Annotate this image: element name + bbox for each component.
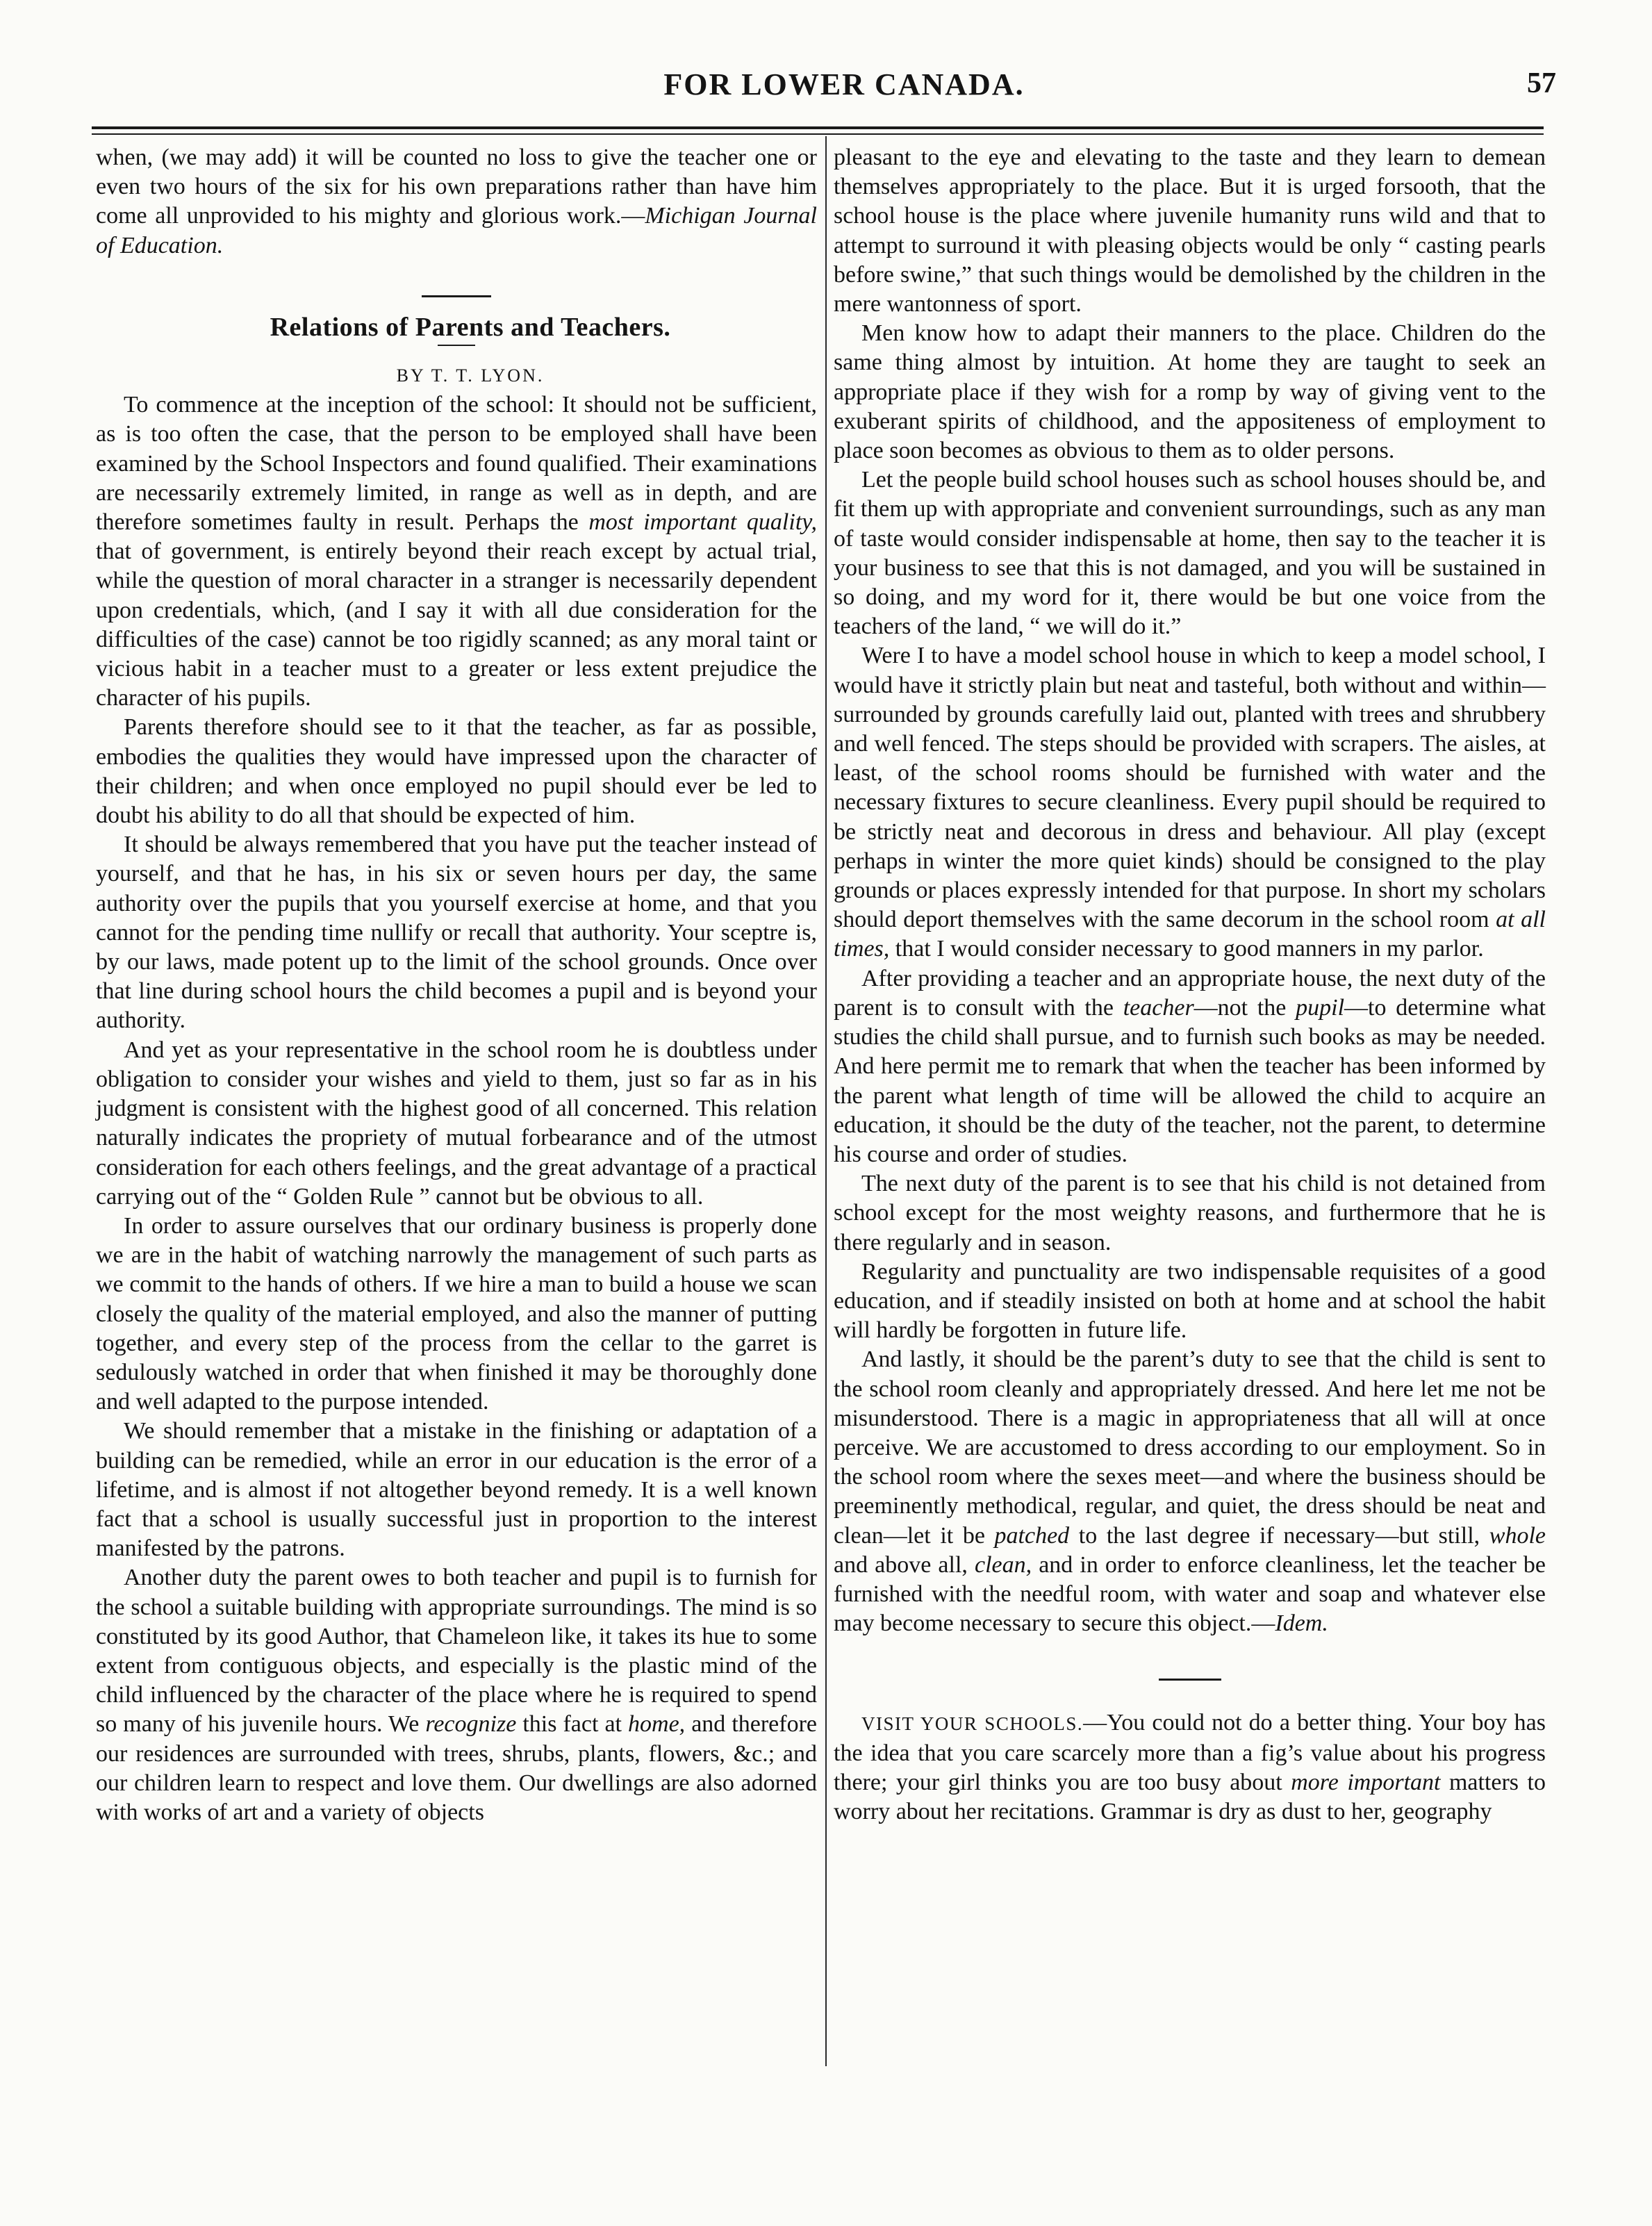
paragraph: Parents therefore should see to it that the teacher, as far as possible, embodies the qualities they would have impressed upon the character of their children; and when once employed no pupil should ever be led to doubt his ability to do all that should be expected of him. [96, 714, 817, 829]
paragraph: Another duty the parent owes to both teacher and pupil is to furnish for the school a suitable building with appropriate surroundings. The mind is so constituted by its good Author, that Chameleon like, it takes its hue to some extent from contiguous objects, and especially is the plastic mind of the child influenced by the character of the place where he is required to spend so many of his juvenile hours. We recognize this fact at home, and therefore our residences are surrounded with trees, shrubs, plants, flowers, &c.; and our children learn to respect and love them. Our dwellings are also adorned with works of art and a variety of objects [96, 1565, 817, 1825]
paragraph: Let the people build school houses such as school houses should be, and fit them up with appropriate and convenient surroundings, such as any man of taste would consider indispensable at home, then say to the teacher it is your business to see that this is not damaged, and you will be sustained in so doing, and my word for it, there would be but one voice from the teachers of the land, “ we will do it.” [834, 467, 1546, 640]
page-header [132, 67, 1556, 108]
paragraph: To commence at the inception of the school: It should not be sufficient, as is too often the case, that the person to be employed shall have been examined by the School Inspectors and found qualified. Their examinations are necessarily extremely limited, in range as well as in depth, and are therefore sometimes faulty in result. Perhaps the most important quality, that of government, is entirely beyond their reach except by actual trial, while the question of moral character in a stranger is necessarily dependent upon credentials, which, (and I say it with all due consideration for the difficulties of the case) cannot be too rigidly scanned; as any moral taint or vicious habit in a teacher must to a greater or less extent prejudice the character of his pupils. [96, 392, 817, 711]
paragraph: Were I to have a model school house in which to keep a model school, I would have it strictly plain but neat and tasteful, both without and within—surrounded by grounds carefully laid out, planted with trees and shrubbery and well fenced. The steps should be provided with scrapers. The aisles, at least, of the school rooms should be furnished with water and the necessary fixtures to secure cleanliness. Every pupil should be required to be strictly neat and decorous in dress and behaviour. All play (except perhaps in winter the more quiet kinds) should be consigned to the play grounds or places expressly intended for that purpose. In short my scholars should deport themselves with the same decorum in the school room at all times, that I would consider necessary to good manners in my parlor. [834, 643, 1546, 962]
paragraph: And yet as your representative in the school room he is doubtless under obligation to consider your wishes and yield to them, just so far as in his judgment is consistent with the highest good of all concerned. This relation naturally indicates the propriety of mutual forbearance and of the utmost consideration for each others feelings, and the great advantage of a practical carrying out of the “ Golden Rule ” cannot but be obvious to all. [96, 1037, 817, 1210]
right-column [834, 143, 1546, 1827]
left-column [96, 143, 817, 1827]
paragraph: The next duty of the parent is to see that his child is not detained from school except for the most weighty reasons, and furthermore that he is there regularly and in season. [834, 1171, 1546, 1255]
header-rule-thin [92, 133, 1544, 135]
run-in-heading: VISIT YOUR SCHOOLS. [861, 1713, 1084, 1735]
section-divider [422, 295, 491, 297]
running-head: FOR LOWER CANADA. [663, 67, 1025, 101]
article-title: Relations of Parents and Teachers. [270, 312, 671, 342]
source-citation: Idem. [1275, 1610, 1328, 1637]
byline: BY T. T. LYON. [396, 365, 545, 386]
continued-paragraph: pleasant to the eye and elevating to the taste and they learn to demean themselves appropriately to the place. But it is urged forsooth, that the school house is the place where juvenile humanity runs wild and that to attempt to surround it with pleasing objects would be only “ casting pearls before swine,” that such things would be demolished by the children in the mere wantonness of sport. [834, 145, 1546, 318]
paragraph: Men know how to adapt their manners to the place. Children do the same thing almost by intuition. At home they are taught to seek an appropriate place if they wish for a romp by way of giving vent to the exuberant spirits of childhood, and the appositeness of employment to place soon becomes as obvious to them as to older persons. [834, 320, 1546, 464]
source-citation: Michigan Journal of Education. [96, 203, 817, 258]
header-rule-thick [92, 126, 1544, 129]
paragraph: In order to assure ourselves that our ordinary business is properly done we are in the habit of watching narrowly the management of such parts as we commit to the hands of others. If we hire a man to build a house we scan closely the quality of the material employed, and also the manner of putting together, and every step of the process from the cellar to the garret is sedulously watched in order that when finished it may be thoroughly done and well adapted to the purpose intended. [96, 1212, 817, 1415]
paragraph: We should remember that a mistake in the finishing or adaptation of a building can be remedied, while an error in our education is the error of a lifetime, and is almost if not altogether beyond remedy. It is a well known fact that a school is usually successful just in proportion to the interest manifested by the patrons. [96, 1418, 817, 1562]
continued-paragraph: when, (we may add) it will be counted no loss to give the teacher one or even two hours of the six for his own preparations rather than have him come all unprovided to his mighty and glorious work.—Michigan Journal of Education. [96, 145, 817, 258]
title-divider [438, 345, 475, 346]
paragraph: Regularity and punctuality are two indispensable requisites of a good education, and if steadily insisted on both at home and at school the habit will hardly be forgotten in future life. [834, 1258, 1546, 1344]
visit-schools-paragraph: VISIT YOUR SCHOOLS.—You could not do a better thing. Your boy has the idea that you care scarcely more than a fig’s value about his progress there; your girl thinks you are too busy about more important matters to worry about her recitations. Grammar is dry as dust to her, geography [834, 1710, 1546, 1824]
paragraph: It should be always remembered that you have put the teacher instead of yourself, and that he has, in his six or seven hours per day, the same authority over the pupils that you yourself exercise at home, and that you cannot for the pending time nullify or recall that authority. Your sceptre is, by our laws, made potent up to the limit of the school grounds. Once over that line during school hours the child becomes a pupil and is beyond your authority. [96, 832, 817, 1034]
section-divider [1159, 1679, 1221, 1681]
paragraph: And lastly, it should be the parent’s duty to see that the child is sent to the school room cleanly and appropriately dressed. And here let me not be misunderstood. There is a magic in appropriateness that all will at once perceive. We are accustomed to dress according to our employment. So in the school room where the sexes meet—and where the business should be preeminently methodical, regular, and quiet, the dress should be neat and clean—let it be patched to the last degree if necessary—but still, whole and above all, clean, and in order to enforce cleanliness, let the teacher be furnished with the needful room, with water and soap and whatever else may become necessary to secure this object.—Idem. [834, 1346, 1546, 1637]
page-number: 57 [1527, 67, 1556, 99]
paragraph: After providing a teacher and an appropriate house, the next duty of the parent is to consult with the teacher—not the pupil—to determine what studies the child shall pursue, and to furnish such books as may be needed. And here permit me to remark that when the teacher has been informed by the parent what length of time will be allowed the child to acquire an education, it should be the duty of the teacher, not the parent, to determine his course and order of studies. [834, 965, 1546, 1167]
column-divider [825, 136, 827, 2066]
